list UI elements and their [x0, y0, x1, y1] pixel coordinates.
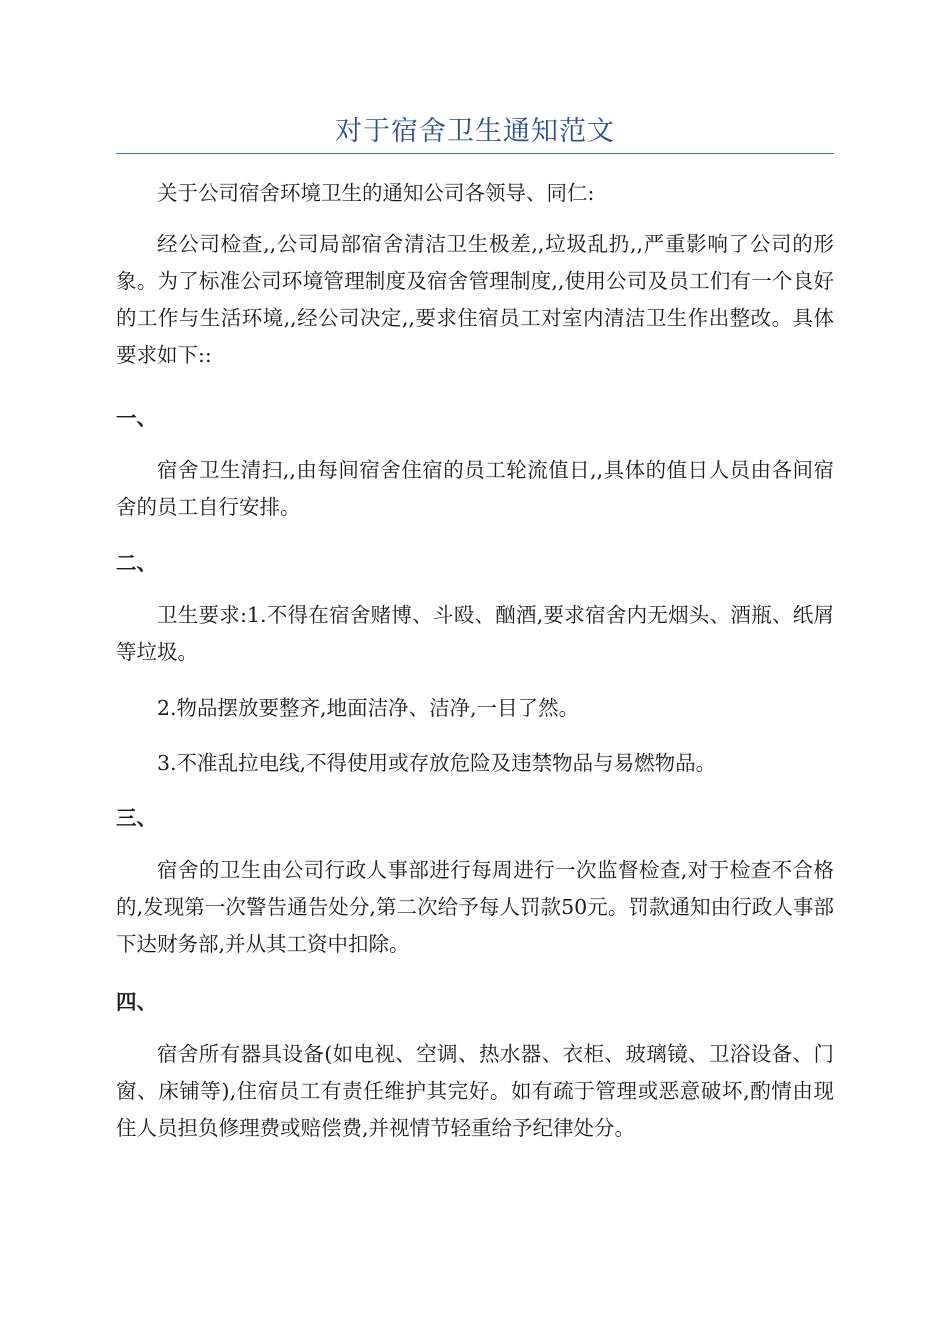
section-3-heading: 三、 [116, 806, 157, 830]
section-4-heading: 四、 [116, 990, 157, 1014]
section-1-heading: 一、 [116, 406, 157, 430]
intro-paragraph: 经公司检查,,公司局部宿舍清洁卫生极差,,垃圾乱扔,,严重影响了公司的形象。为了标准公司环境管理制度及宿舍管理制度,,使用公司及员工们有一个良好的工作与生活环境,,经公司决定,,要求住宿员工对室内清洁卫生作出整改。具体要求如下:: [116, 232, 834, 367]
title-underline [116, 153, 834, 154]
salutation-paragraph: 关于公司宿舍环境卫生的通知公司各领导、同仁: [157, 181, 595, 205]
section-2-heading: 二、 [116, 551, 157, 575]
document-page [116, 0, 834, 1344]
section-1-paragraph: 宿舍卫生清扫,,由每间宿舍住宿的员工轮流值日,,具体的值日人员由各间宿舍的员工自行安排。 [116, 458, 834, 519]
section-2-paragraph-3: 3.不准乱拉电线,不得使用或存放危险及违禁物品与易燃物品。 [157, 751, 717, 775]
section-3-paragraph: 宿舍的卫生由公司行政人事部进行每周进行一次监督检查,对于检查不合格的,发现第一次警告通告处分,第二次给予每人罚款50元。罚款通知由行政人事部下达财务部,并从其工资中扣除。 [116, 858, 834, 956]
section-2-paragraph-1: 卫生要求:1.不得在宿舍赌博、斗殴、酗酒,要求宿舍内无烟头、酒瓶、纸屑等垃圾。 [116, 603, 834, 664]
document-title: 对于宿舍卫生通知范文 [335, 116, 615, 147]
section-2-paragraph-2: 2.物品摆放要整齐,地面洁净、洁净,一目了然。 [157, 696, 580, 720]
section-4-paragraph: 宿舍所有器具设备(如电视、空调、热水器、衣柜、玻璃镜、卫浴设备、门窗、床铺等),住宿员工有责任维护其完好。如有疏于管理或恶意破坏,酌情由现住人员担负修理费或赔偿费,并视情节轻重给予纪律处分。 [116, 1042, 834, 1140]
